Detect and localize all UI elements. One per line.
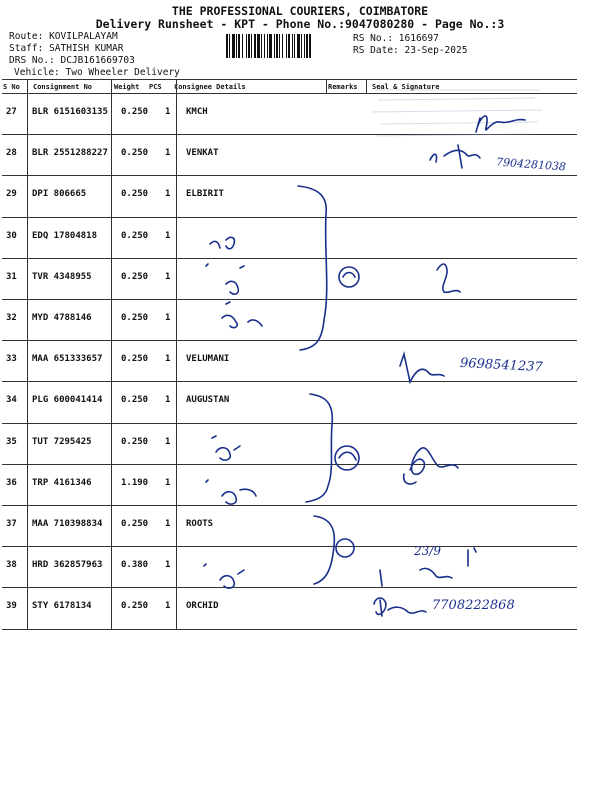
barcode-bar [301,34,302,58]
row-sno: 32 [6,313,17,323]
barcode-bar [297,34,300,58]
row-weight: 0.250 [121,354,149,365]
row-sno: 28 [6,148,17,159]
drs-value: DCJB161669703 [60,55,135,66]
rs-date-value: 23-Sep-2025 [404,45,468,56]
table-row [0,176,578,217]
row-sno: 37 [6,519,17,529]
row-sno: 35 [6,436,17,447]
row-sno: 29 [6,189,17,200]
row-pcs: 1 [165,477,171,488]
row-consignment-no: HRD 362857963 [32,560,103,571]
barcode-bar [279,34,280,58]
route-value: KOVILPALAYAM [49,31,118,42]
rs-no-value: 1616697 [398,33,439,44]
barcode-bar [269,34,272,58]
barcode-bar [288,34,290,58]
row-sno: 34 [6,395,17,406]
barcode-bar [267,34,268,58]
barcode-bar [282,34,283,58]
handwritten-phone-1: 7904281038 [495,155,567,174]
barcode-bar [294,34,295,58]
barcode-bar [229,34,230,58]
row-weight: 0.250 [121,148,149,159]
handwritten-date-note: 23/9 [414,544,441,558]
barcode-bar [306,34,308,58]
row-sno: 36 [6,477,17,488]
barcode-bar [232,34,235,58]
col-header-consignment: Consignment No [33,83,93,91]
barcode-bar [248,34,250,58]
table-row [0,382,578,423]
row-consignee: VELUMANI [186,354,230,365]
row-weight: 0.250 [121,230,149,241]
row-sno: 39 [6,601,17,612]
row-pcs: 1 [165,271,171,282]
col-header-pcs: PCS [149,83,162,91]
row-pcs: 1 [165,560,171,571]
row-weight: 0.250 [121,189,149,200]
staff-label: Staff: [9,43,44,54]
barcode-bar [276,34,278,58]
row-consignee: ROOTS [186,519,214,529]
row-pcs: 1 [165,107,171,117]
vehicle-line [14,67,180,78]
row-consignment-no: EDQ 17804818 [32,230,98,241]
row-consignment-no: TRP 4161346 [32,477,92,488]
row-sno: 31 [6,271,17,282]
row-pcs: 1 [165,230,171,241]
row-pcs: 1 [165,189,171,200]
barcode-bar [242,34,243,58]
handwritten-phone-2: 9698541237 [459,355,544,376]
row-consignee: ORCHID [186,601,219,612]
barcode-bar [286,34,287,58]
barcode-bar [304,34,305,58]
barcode-bar [251,34,252,58]
row-weight: 0.250 [121,395,149,406]
vehicle-label: Vehicle: [14,67,60,78]
drs-label: DRS No.: [9,55,55,66]
row-weight: 1.190 [121,477,149,488]
company-title: THE PROFESSIONAL COURIERS, COIMBATORE [171,4,429,18]
row-consignee: VENKAT [186,148,219,159]
rs-no-label: RS No.: [353,33,394,44]
row-consignment-no: MAA 710398834 [32,519,103,529]
barcode-bar [261,34,262,58]
table-row [0,135,578,176]
drs-line [9,55,135,66]
table-row [0,94,578,135]
row-consignment-no: DPI 806665 [32,189,87,200]
row-pcs: 1 [165,519,171,529]
row-pcs: 1 [165,601,171,612]
row-weight: 0.250 [121,601,149,612]
staff-line [9,43,123,54]
row-weight: 0.250 [121,519,149,529]
col-rule [366,79,367,93]
row-sno: 33 [6,354,17,365]
barcode-image [226,34,350,58]
rs-date-label: RS Date: [353,45,399,56]
table-row [0,465,578,506]
row-sno: 30 [6,230,17,241]
runsheet-subtitle: Delivery Runsheet - KPT - Phone No.:9047080280 - Page No.:3 [95,17,505,31]
barcode-bar [309,34,311,58]
row-pcs: 1 [165,354,171,365]
row-consignment-no: MYD 4788146 [32,313,92,323]
table-top-rule [2,79,577,80]
col-header-seal-signature: Seal & Signature [372,83,440,91]
barcode-bar [254,34,256,58]
table-row [0,547,578,588]
row-pcs: 1 [165,436,171,447]
row-pcs: 1 [165,313,171,323]
row-weight: 0.250 [121,107,149,117]
barcode-bar [264,34,265,58]
row-weight: 0.250 [121,271,149,282]
route-label: Route: [9,31,44,42]
col-header-remarks: Remarks [328,83,358,91]
row-consignment-no: TVR 4348955 [32,271,92,282]
row-consignment-no: TUT 7295425 [32,436,92,447]
rs-no-line [353,33,439,44]
col-header-weight: Weight [114,83,140,91]
table-row [0,218,578,259]
row-sno: 27 [6,107,17,117]
col-rule [326,79,327,93]
col-header-consignee: Consignee Details [174,83,246,91]
rs-date-line [353,45,467,56]
table-row [0,300,578,341]
row-weight: 0.250 [121,313,149,323]
barcode-bar [246,34,247,58]
vehicle-value: Two Wheeler Delivery [65,67,180,78]
barcode-bar [226,34,228,58]
row-weight: 0.380 [121,560,149,571]
row-consignment-no: PLG 600041414 [32,395,103,406]
barcode-bar [236,34,237,58]
row-weight: 0.250 [121,436,149,447]
row-consignment-no: BLR 2551288227 [32,148,108,159]
barcode-bar [238,34,240,58]
row-pcs: 1 [165,148,171,159]
row-consignee: ELBIRIT [186,189,224,200]
row-consignment-no: MAA 651333657 [32,354,103,365]
row-bottom-rule [2,629,577,630]
handwritten-phone-3: 7708222868 [432,598,515,613]
barcode-bar [274,34,275,58]
table-row [0,506,578,547]
row-consignment-no: BLR 6151603135 [32,107,108,117]
row-consignment-no: STY 6178134 [32,601,92,612]
barcode-bar [257,34,260,58]
route-line [9,31,118,42]
row-pcs: 1 [165,395,171,406]
table-row [0,424,578,465]
row-sno: 38 [6,560,17,571]
row-consignee: AUGUSTAN [186,395,230,406]
row-consignee: KMCH [186,107,208,117]
table-row [0,259,578,300]
staff-value: SATHISH KUMAR [49,43,124,54]
col-header-sno: S No [3,83,20,91]
barcode-bar [292,34,293,58]
